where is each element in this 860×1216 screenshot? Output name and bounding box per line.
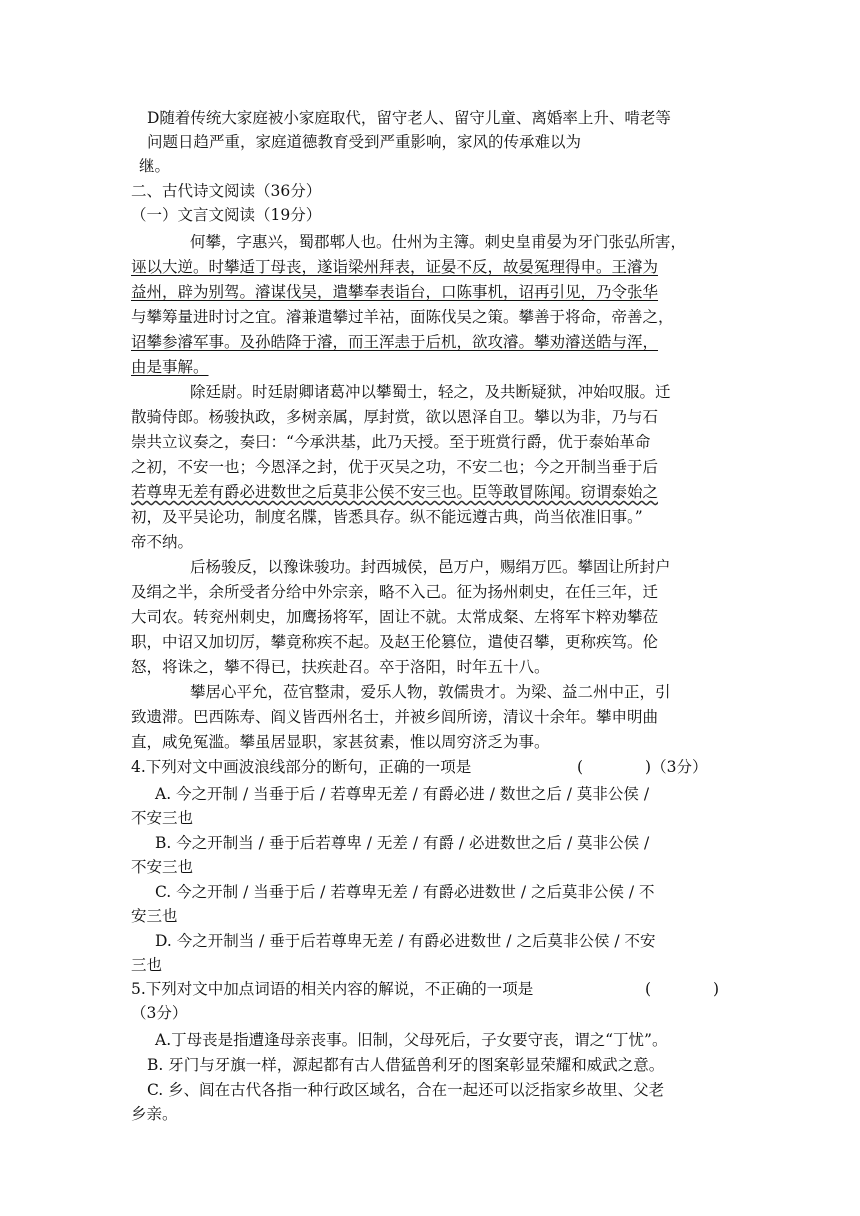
passage-p3-line-3: 大司农。转兖州刺史，加鹰扬将军，固让不就。太常成粲、左将军卞粹劝攀莅 (131, 608, 659, 626)
passage-p4-line-3: 直，咸免冤滥。攀虽居显职，家甚贫素，惟以周穷济乏为事。 (131, 733, 550, 751)
q5-option-b: B. 牙门与牙旗一样，源起都有古人借猛兽利牙的图案彰显荣耀和威武之意。 (147, 1056, 665, 1074)
passage-p1-line-6: 由是事解。 (131, 358, 209, 376)
q4-option-c-line-2: 安三也 (131, 907, 178, 925)
question-4-stem: 4.下列对文中画波浪线部分的断句，正确的一项是 (131, 758, 472, 776)
passage-p2-line-4: 之初，不安一也；今恩泽之封，优于灭吴之功，不安二也；今之开制当垂于后 (131, 458, 659, 476)
passage-p2-line-6: 初，及平吴论功，制度名牒，皆悉具存。纵不能远遵古典，尚当依准旧事。” (131, 508, 643, 526)
subsection-heading: （一）文言文阅读（19分） (131, 206, 322, 224)
q4-option-a-line-1: A. 今之开制 / 当垂于后 / 若尊卑无差 / 有爵必进 / 数世之后 / 莫非公侯 / (155, 785, 650, 803)
passage-p1-line-2: 诬以大逆。时攀适丁母丧，遂诣梁州拜表，证晏不反，故晏冤理得申。王濬为 (131, 258, 659, 276)
q4-option-c-line-1: C. 今之开制 / 当垂于后 / 若尊卑无差 / 有爵必进数世 / 之后莫非公侯 / 不 (155, 883, 655, 901)
question-5-stem: 5.下列对文中加点词语的相关内容的解说，不正确的一项是 (131, 980, 534, 998)
passage-p1-line-4: 与攀筹量进时讨之宜。濬兼遣攀过羊祜，面陈伐吴之策。攀善于将命，帝善之， (131, 308, 674, 326)
passage-p4-line-2: 致遗滞。巴西陈寿、阎义皆西州名士，并被乡闾所谤，清议十余年。攀申明曲 (131, 708, 659, 726)
passage-p3-line-5: 怒，将诛之，攀不得已，扶疾赴召。卒于洛阳，时年五十八。 (131, 658, 550, 676)
passage-p1-line-5: 诏攀参濬军事。及孙皓降于濬，而王浑恚于后机，欲攻濬。攀劝濬送皓与浑， (131, 333, 659, 351)
section-heading: 二、古代诗文阅读（36分） (131, 182, 322, 200)
question-5-score: （3分） (131, 1004, 188, 1022)
passage-p2-line-7: 帝不纳。 (131, 533, 194, 551)
passage-p1-line-1: 何攀，字惠兴，蜀郡郫人也。仕州为主簿。刺史皇甫晏为牙门张弘所害， (190, 233, 687, 251)
option-d-line-2: 问题日趋严重，家庭道德教育受到严重影响，家风的传承难以为 (147, 133, 582, 151)
q4-option-b-line-2: 不安三也 (131, 858, 194, 876)
option-d-line-3: 继。 (139, 157, 171, 175)
q4-option-d-line-1: D. 今之开制当 / 垂于后若尊卑无差 / 有爵必进数世 / 之后莫非公侯 / 不安 (155, 932, 656, 950)
passage-p2-line-2: 散骑侍郎。杨骏执政，多树亲属，厚封赏，欲以恩泽自卫。攀以为非，乃与石 (131, 408, 659, 426)
q4-option-b-line-1: B. 今之开制当 / 垂于后若尊卑 / 无差 / 有爵 / 必进数世之后 / 莫非公侯 / (155, 834, 650, 852)
passage-p3-line-1: 后杨骏反，以豫诛骏功。封西城侯，邑万户，赐绢万匹。攀固让所封户 (190, 558, 671, 576)
question-4-answer-blank: ( )（3分） (577, 758, 708, 776)
passage-p4-line-1: 攀居心平允，莅官整肃，爱乐人物，敦儒贵才。为梁、益二州中正，引 (190, 683, 671, 701)
question-5-answer-blank: ( ) (645, 980, 720, 998)
q5-option-c-line-2: 乡亲。 (131, 1105, 178, 1123)
q5-option-c-line-1: C. 乡、闾在古代各指一种行政区域名，合在一起还可以泛指家乡故里、父老 (147, 1081, 665, 1099)
passage-p2-line-1: 除廷尉。时廷尉卿诸葛冲以攀蜀士，轻之，及共断疑狱，冲始叹服。迁 (190, 383, 671, 401)
option-d-line-1: D随着传统大家庭被小家庭取代，留守老人、留守儿童、离婚率上升、啃老等 (147, 109, 671, 127)
passage-p2-line-3: 崇共立议奏之，奏曰：“今承洪基，此乃天授。至于班赏行爵，优于泰始革命 (131, 433, 651, 451)
passage-p1-line-3: 益州，辟为别驾。濬谋伐吴，遣攀奉表诣台，口陈事机，诏再引见，乃令张华 (131, 283, 659, 301)
q5-option-a: A.丁母丧是指遭逢母亲丧事。旧制，父母死后，子女要守丧，谓之“丁忧”。 (155, 1031, 668, 1049)
q4-option-a-line-2: 不安三也 (131, 809, 194, 827)
passage-p2-line-5-wavy: 若尊卑无差有爵必进数世之后莫非公侯不安三也。臣等敢冒陈闻。窃谓泰始之 (131, 483, 659, 501)
passage-p3-line-4: 职，中诏又加切厉，攀竟称疾不起。及赵王伦篡位，遣使召攀，更称疾笃。伦 (131, 633, 659, 651)
q4-option-d-line-2: 三也 (131, 956, 163, 974)
passage-p3-line-2: 及绢之半，余所受者分给中外宗亲，略不入己。征为扬州刺史，在任三年，迁 (131, 583, 659, 601)
